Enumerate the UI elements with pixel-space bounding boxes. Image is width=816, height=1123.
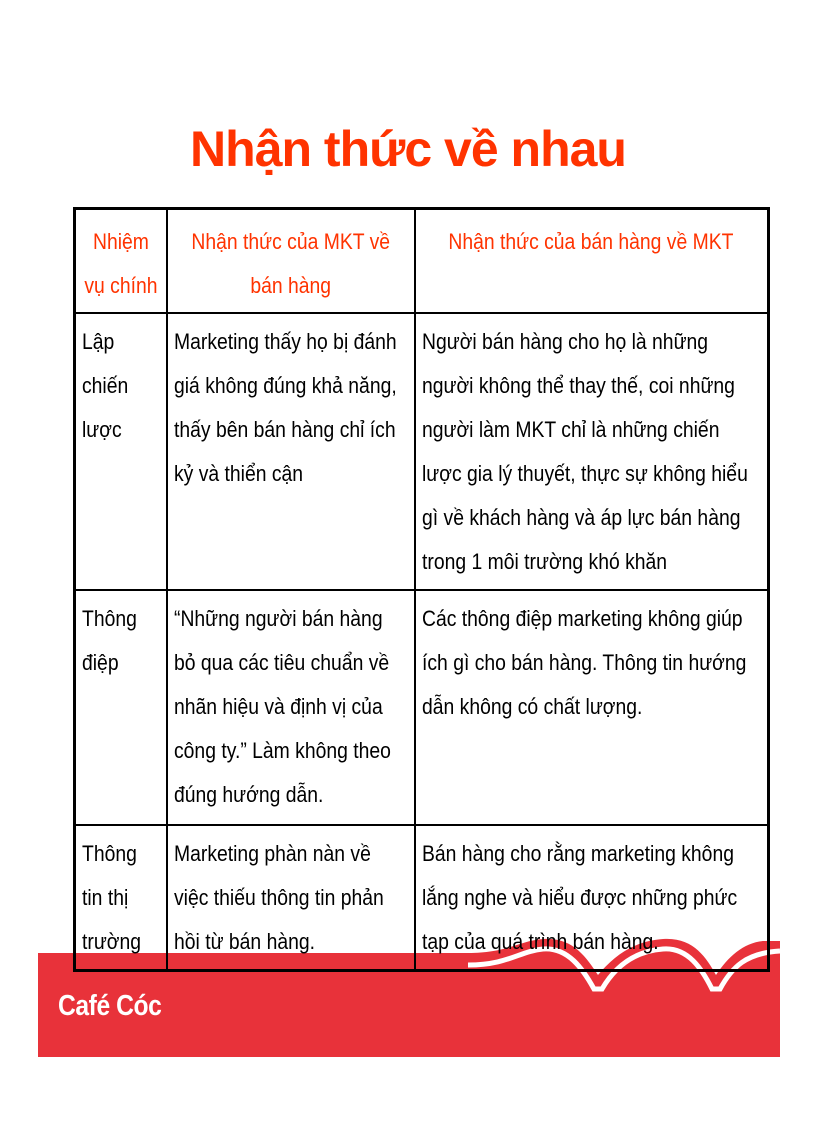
mkt-view-cell: Marketing thấy họ bị đánh giá không đúng khả năng, thấy bên bán hàng chỉ ích kỷ và thiển cận bbox=[167, 313, 415, 590]
mkt-view-cell: “Những người bán hàng bỏ qua các tiêu chuẩn về nhãn hiệu và định vị của công ty.” Làm không theo đúng hướng dẫn. bbox=[167, 590, 415, 825]
brand-logo-text: Café Cóc bbox=[58, 990, 162, 1022]
page-title: Nhận thức về nhau bbox=[190, 121, 626, 177]
table-row bbox=[75, 313, 769, 590]
header-cell-task: Nhiệm vụ chính bbox=[75, 209, 167, 314]
task-cell: Thông điệp bbox=[75, 590, 167, 825]
comparison-table bbox=[73, 207, 770, 972]
task-cell: Lập chiến lược bbox=[75, 313, 167, 590]
header-cell-sales-view: Nhận thức của bán hàng về MKT bbox=[415, 209, 769, 314]
task-cell: Thông tin thị trường bbox=[75, 825, 167, 970]
sales-view-cell: Các thông điệp marketing không giúp ích gì cho bán hàng. Thông tin hướng dẫn không có chất lượng. bbox=[415, 590, 769, 825]
table-row bbox=[75, 825, 769, 970]
sales-view-cell: Bán hàng cho rằng marketing không lắng nghe và hiểu được những phức tạp của quá trình bán hàng. bbox=[415, 825, 769, 970]
table-row bbox=[75, 590, 769, 825]
table-header-row bbox=[75, 209, 769, 314]
sales-view-cell: Người bán hàng cho họ là những người không thể thay thế, coi những người làm MKT chỉ là những chiến lược gia lý thuyết, thực sự không hiểu gì về khách hàng và áp lực bán hàng trong 1 môi trường khó khăn bbox=[415, 313, 769, 590]
mkt-view-cell: Marketing phàn nàn về việc thiếu thông tin phản hồi từ bán hàng. bbox=[167, 825, 415, 970]
header-cell-mkt-view: Nhận thức của MKT về bán hàng bbox=[167, 209, 415, 314]
